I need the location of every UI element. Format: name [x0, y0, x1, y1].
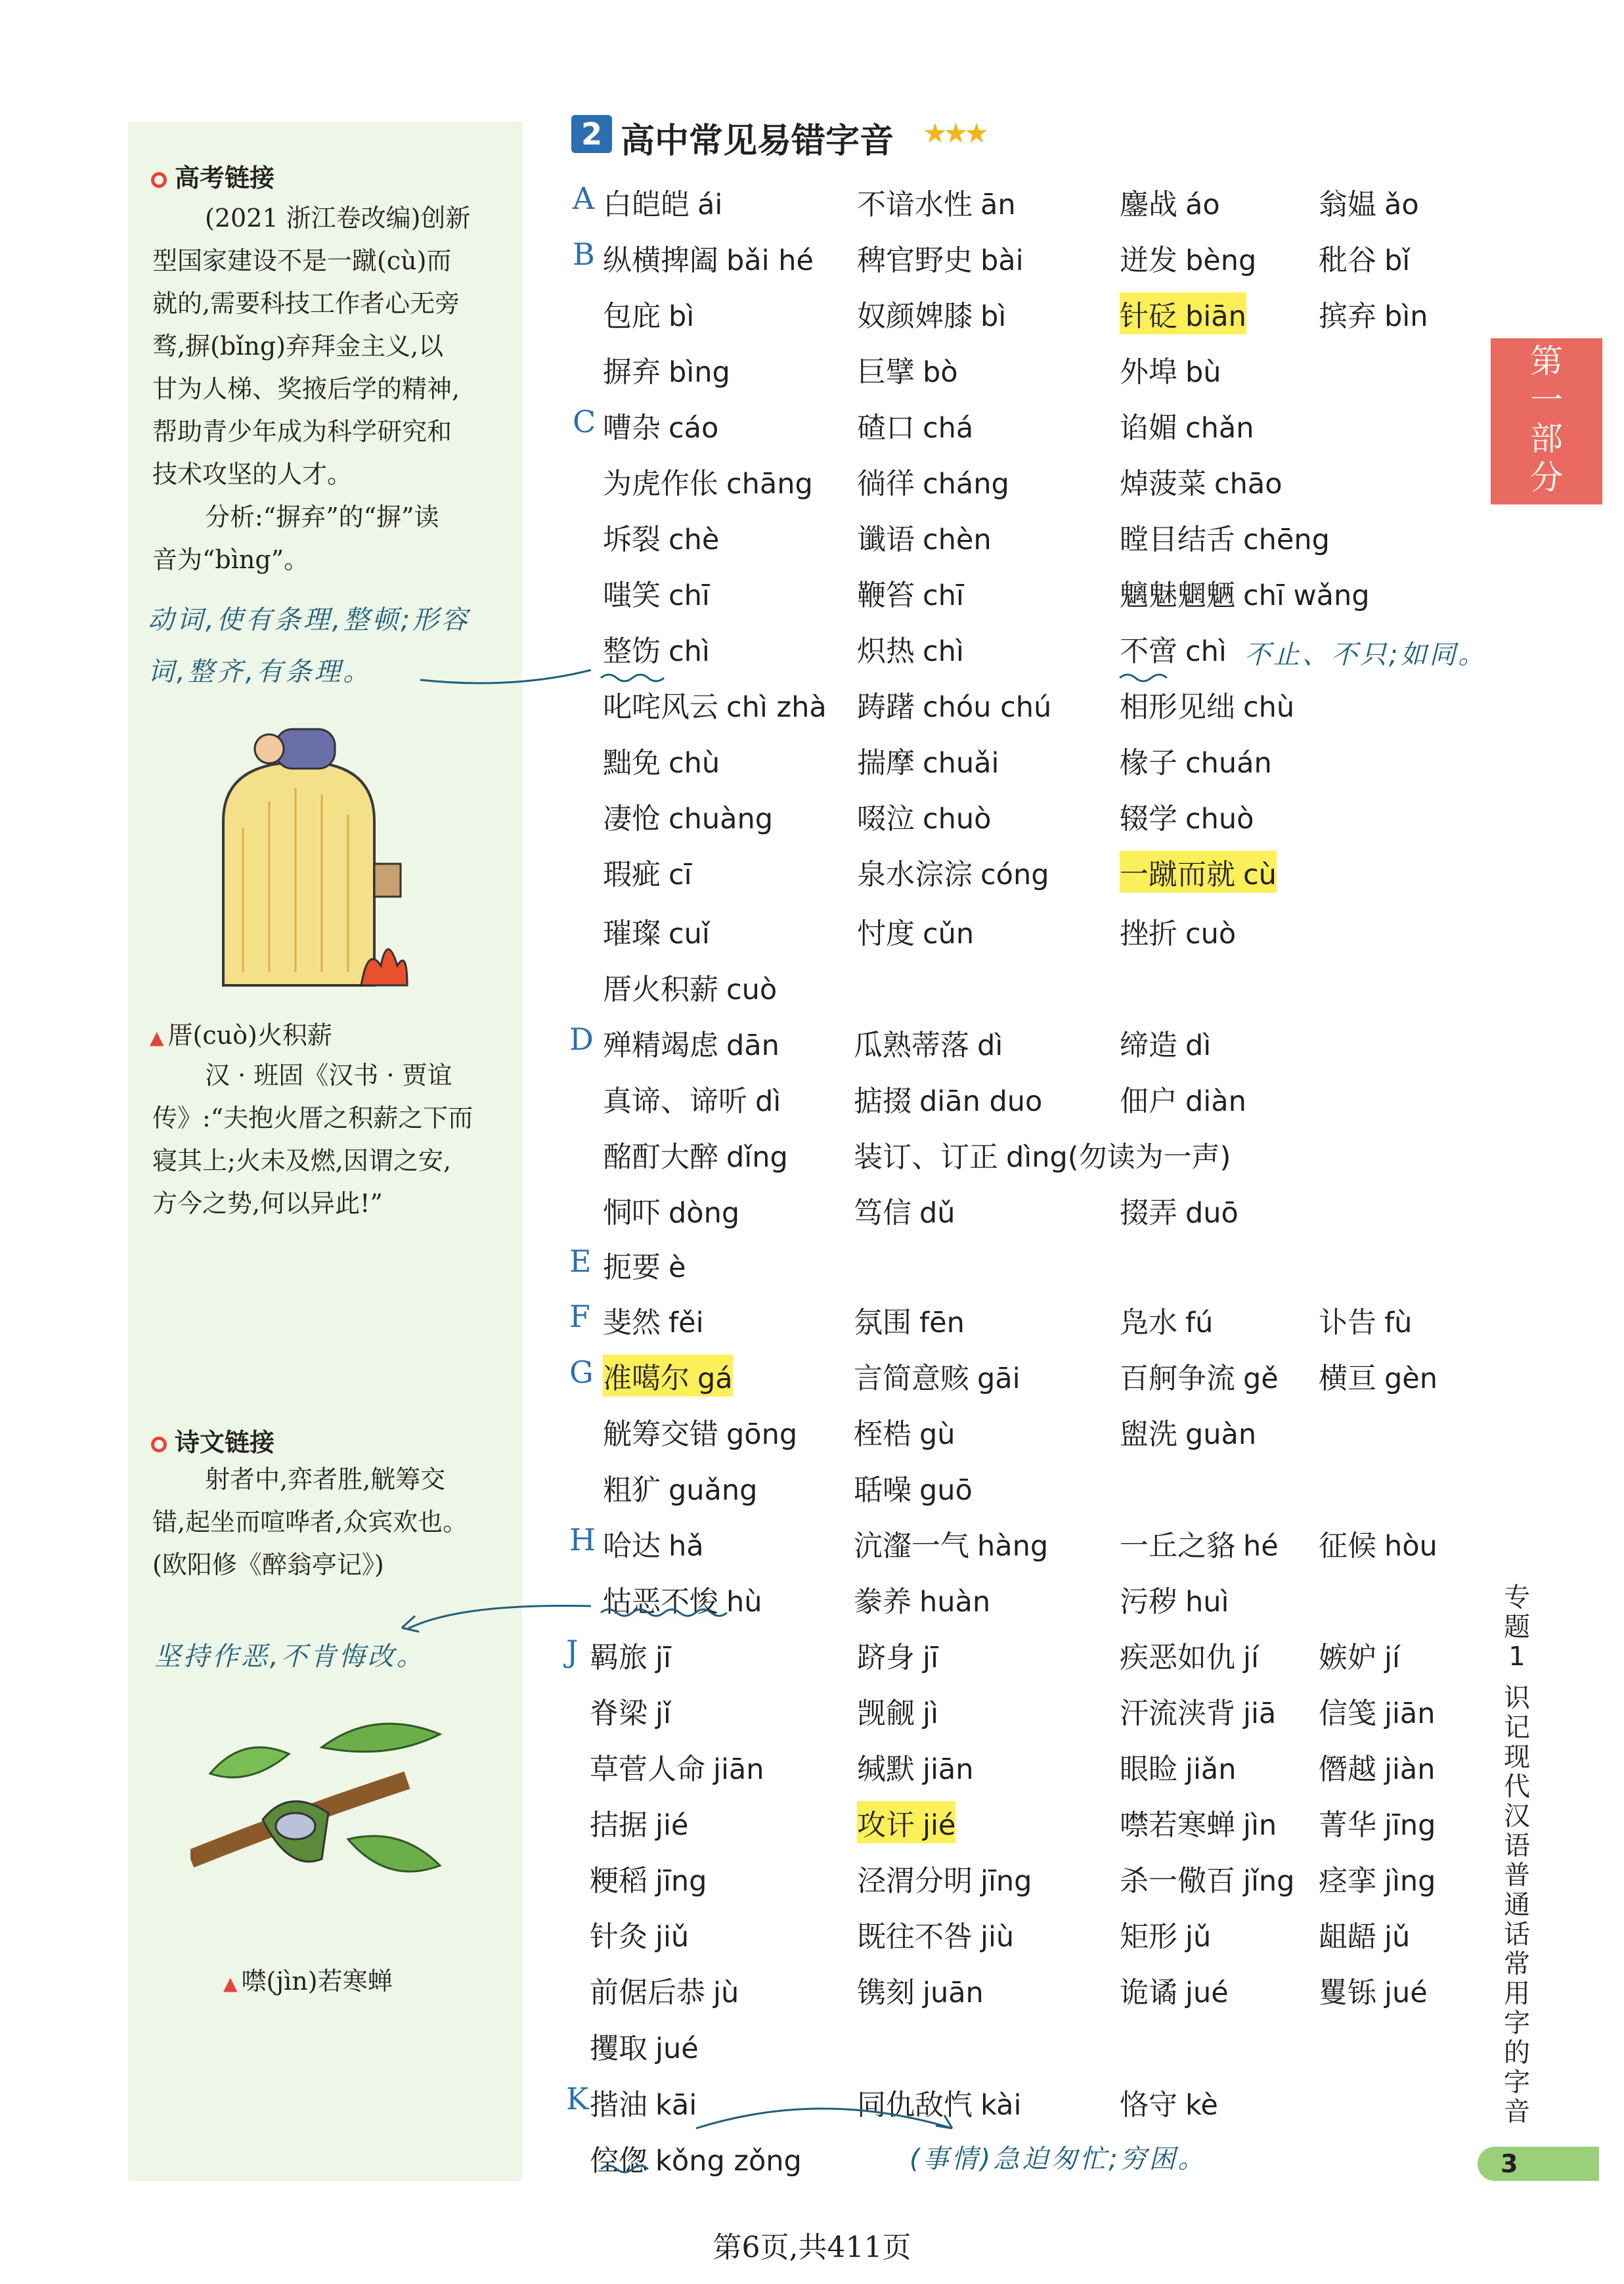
entry-word: 鏖战	[1120, 188, 1177, 221]
entry-word: 噤若寒蝉	[1120, 1808, 1235, 1842]
entry-word: 沆瀣一气	[854, 1529, 969, 1563]
entry-pinyin: dì	[1185, 1029, 1212, 1062]
vertical-title-char: 话	[1504, 1919, 1530, 1950]
entry-pinyin: huàn	[919, 1586, 991, 1619]
text-line: 方今之势,何以异此!”	[152, 1189, 383, 1218]
entry-word: 整饬	[603, 635, 661, 668]
vertical-title-char: 题	[1504, 1612, 1530, 1642]
wavy-underline	[1120, 675, 1167, 681]
entry-word: 嫉妒	[1319, 1641, 1376, 1674]
entry-word: 脊梁	[590, 1697, 647, 1730]
entry-pinyin: jí	[1243, 1642, 1259, 1674]
entry-pinyin: chī	[923, 579, 964, 612]
entry-word: 巨擘	[857, 355, 915, 389]
entry-word: 粗犷	[603, 1473, 661, 1507]
entry-word: 徜徉	[857, 467, 915, 501]
wavy-underline	[601, 1609, 727, 1616]
entry-pinyin: guō	[919, 1474, 973, 1507]
entry-pinyin: cóng	[980, 859, 1049, 891]
entry-word: 聒噪	[854, 1473, 911, 1507]
entry-word: 桎梏	[854, 1418, 911, 1451]
entry-word: 真谛、谛听	[603, 1085, 747, 1118]
arrow-head	[936, 2115, 952, 2128]
entry-word: 氛围	[854, 1306, 911, 1339]
entry-pinyin: dì	[755, 1085, 781, 1118]
entry-word: 不谙水性	[857, 188, 973, 221]
caption-cuo-huo-ji-xin: ▲ 厝(cuò)火积薪	[150, 1021, 332, 1050]
entry-word: 攻讦	[857, 1808, 915, 1842]
entry-word: 针灸	[590, 1920, 647, 1954]
entry-word: 椽子	[1120, 746, 1177, 780]
entry-pinyin: dìng(勿读为一声)	[1006, 1141, 1231, 1174]
entry-pinyin: dǐng	[726, 1141, 788, 1174]
entry-pinyin: fù	[1384, 1307, 1413, 1339]
wavy-underline	[601, 2166, 648, 2172]
entry-pinyin: chì zhà	[726, 691, 827, 724]
letter-g: G	[569, 1355, 594, 1390]
entry-pinyin: bì	[669, 300, 695, 333]
arrow-kongzong-note	[696, 2109, 952, 2128]
entry-pinyin: cuò	[1185, 918, 1237, 951]
entry-word: 缔造	[1120, 1029, 1177, 1062]
entry-word: 外埠	[1120, 355, 1177, 389]
entry-pinyin: fú	[1185, 1307, 1214, 1339]
entry-word: 粳稻	[590, 1864, 647, 1898]
text-line: 错,起坐而喧哗者,众宾欢也。	[152, 1508, 468, 1536]
entry-word: 信笺	[1319, 1697, 1376, 1730]
entry-word: 百舸争流	[1120, 1362, 1235, 1395]
entry-word: 言简意赅	[854, 1362, 969, 1395]
entry-pinyin: jīng	[655, 1865, 707, 1898]
entry-word: 黜免	[603, 746, 661, 780]
entry-word: 盥洗	[1120, 1418, 1177, 1451]
poem-heading: 诗文链接	[151, 1422, 274, 1458]
arrow-hu-note	[407, 1605, 591, 1629]
entry-pinyin: diàn	[1185, 1085, 1246, 1118]
entry-word: 龃龉	[1319, 1920, 1376, 1954]
entry-pinyin: jì	[923, 1697, 938, 1730]
entry-pinyin: cuò	[726, 974, 778, 1006]
text-line: 寝其上;火未及燃,因谓之安,	[152, 1146, 451, 1175]
arrow-head	[402, 1616, 419, 1632]
entry-word: 倥偬	[590, 2144, 647, 2178]
entry-pinyin: fēn	[919, 1307, 965, 1339]
entry-word: 掇弄	[1120, 1196, 1177, 1230]
entry-word: 鞭笞	[857, 579, 915, 612]
entry-pinyin: bèng	[1185, 244, 1257, 277]
text-line: 分析:“摒弃”的“摒”读	[205, 503, 439, 531]
vertical-title-char: 汉	[1504, 1801, 1530, 1831]
entry-pinyin: kài	[980, 2089, 1022, 2122]
entry-pinyin: hù	[726, 1586, 762, 1619]
entry-pinyin: jīng	[1384, 1809, 1436, 1842]
entry-word: 焯菠菜	[1120, 467, 1206, 501]
entry-word: 摒弃	[603, 355, 661, 389]
entry-pinyin: cù	[1243, 859, 1277, 891]
entry-pinyin: kǒng zǒng	[655, 2145, 802, 2178]
entry-pinyin: dòng	[669, 1197, 740, 1230]
entry-pinyin: ān	[980, 189, 1016, 221]
entry-word: 装订、订正	[854, 1140, 998, 1174]
vertical-title-char: 字	[1504, 2008, 1530, 2038]
entry-word: 不啻	[1120, 635, 1177, 668]
entry-pinyin: gèn	[1384, 1362, 1438, 1395]
entry-pinyin: bǐ	[1384, 244, 1411, 277]
entry-word: 草菅人命	[590, 1753, 705, 1786]
text-line: (2021 浙江卷改编)创新	[205, 204, 471, 233]
section-title: 高中常见易错字音	[621, 122, 894, 161]
text-line: 骛,摒(bǐng)弃拜金主义,以	[152, 332, 444, 361]
entry-word: 污秽	[1120, 1585, 1177, 1619]
entry-pinyin: chèn	[923, 524, 992, 556]
note-line: 词,整齐,有条理。	[148, 657, 372, 687]
entry-pinyin: fěi	[669, 1307, 704, 1339]
vertical-title-char: 音	[1504, 2097, 1530, 2127]
entry-word: 摈弃	[1319, 300, 1376, 333]
entry-word: 疾恶如仇	[1120, 1641, 1235, 1674]
entry-word: 嗤笑	[603, 579, 661, 612]
letter-e: E	[569, 1243, 592, 1279]
entry-pinyin: jù	[713, 1977, 739, 2009]
entry-word: 纵横捭阖	[603, 244, 718, 277]
letter-a: A	[573, 181, 595, 216]
entry-pinyin: gě	[1243, 1362, 1279, 1395]
entry-pinyin: chī wǎng	[1243, 579, 1370, 612]
entry-pinyin: bìng	[669, 356, 730, 389]
entry-word: 讣告	[1319, 1306, 1376, 1339]
entry-word: 前倨后恭	[590, 1976, 705, 2009]
entry-word: 炽热	[857, 635, 915, 668]
entry-word: 笃信	[854, 1196, 911, 1230]
vertical-title-char: 字	[1504, 2067, 1530, 2097]
entry-word: 觊觎	[857, 1697, 915, 1730]
entry-word: 瑕疵	[603, 858, 661, 891]
part-tab[interactable]	[1491, 338, 1602, 504]
entry-pinyin: bài	[980, 244, 1024, 277]
entry-pinyin: cuǐ	[669, 918, 710, 951]
entry-word: 揣摩	[857, 746, 915, 780]
entry-word: 眼睑	[1120, 1753, 1177, 1786]
entry-word: 为虎作伥	[603, 467, 718, 501]
entry-word: 白皑皑	[603, 188, 690, 221]
entry-word: 啜泣	[857, 802, 915, 836]
entry-pinyin: jiān	[923, 1753, 974, 1786]
entry-word: 觥筹交错	[603, 1418, 718, 1451]
vertical-title-char: 1	[1508, 1642, 1525, 1672]
entry-word: 痉挛	[1319, 1864, 1376, 1898]
entry-pinyin: guǎng	[669, 1474, 758, 1507]
entry-word: 酩酊大醉	[603, 1140, 718, 1174]
entry-word: 攫取	[590, 2032, 647, 2065]
text-line: 传》:“夫抱火厝之积薪之下而	[152, 1104, 473, 1132]
triangle-icon: ▲	[150, 1027, 164, 1048]
entry-word: 怙恶不悛	[603, 1585, 718, 1619]
entry-word: 矍铄	[1319, 1976, 1376, 2009]
entry-word: 踌躇	[857, 690, 915, 724]
entry-pinyin: cī	[669, 859, 692, 891]
entry-pinyin: chù	[1243, 691, 1295, 724]
tab-char: 第	[1530, 342, 1563, 380]
entry-pinyin: chè	[669, 524, 720, 556]
vertical-title-char: 通	[1504, 1890, 1530, 1920]
entry-word: 迸发	[1120, 244, 1177, 277]
entry-word: 拮据	[590, 1808, 647, 1842]
entry-pinyin: chù	[669, 747, 720, 780]
text-line: 射者中,弈者胜,觥筹交	[205, 1465, 446, 1494]
entry-pinyin: jué	[1185, 1977, 1229, 2009]
entry-word: 既往不咎	[857, 1920, 973, 1954]
text-line: 就的,需要科技工作者心无旁	[152, 289, 460, 318]
entry-pinyin: kè	[1185, 2089, 1218, 2122]
entry-pinyin: hòu	[1384, 1530, 1437, 1563]
entry-word: 泉水淙淙	[857, 858, 973, 891]
entry-pinyin: ǎo	[1384, 189, 1419, 221]
entry-pinyin: jiān	[1384, 1697, 1436, 1730]
entry-word: 恫吓	[603, 1196, 661, 1230]
entry-word: 揩油	[590, 2088, 647, 2122]
entry-pinyin: cháng	[923, 468, 1009, 501]
entry-pinyin: gù	[919, 1418, 955, 1451]
entry-pinyin: hàng	[977, 1530, 1049, 1563]
entry-word: 坼裂	[603, 523, 661, 556]
entry-word: 稗官野史	[857, 244, 973, 277]
entry-word: 跻身	[857, 1641, 915, 1674]
entry-pinyin: jìng	[1384, 1865, 1436, 1898]
letter-h: H	[569, 1522, 596, 1557]
entry-word: 缄默	[857, 1753, 915, 1786]
entry-word: 谶语	[857, 523, 915, 556]
entry-word: 碴口	[857, 411, 915, 445]
entry-word: 一丘之貉	[1120, 1529, 1235, 1563]
handwritten-note-buchi: 不止、不只;如同。	[1244, 640, 1487, 670]
entry-pinyin: jǔ	[1384, 1921, 1411, 1954]
vertical-title-char: 识	[1504, 1683, 1530, 1713]
entry-word: 叱咤风云	[603, 690, 718, 724]
entry-pinyin: chì	[669, 635, 710, 668]
entry-word: 菁华	[1319, 1808, 1376, 1842]
wavy-underline	[601, 675, 664, 681]
entry-pinyin: huì	[1185, 1586, 1229, 1619]
entry-pinyin: jiù	[980, 1921, 1015, 1954]
entry-pinyin: dān	[726, 1029, 779, 1062]
letter-k: K	[566, 2081, 589, 2116]
entry-pinyin: bìn	[1384, 300, 1428, 333]
entry-pinyin: jiàn	[1384, 1753, 1436, 1786]
entry-pinyin: chuán	[1185, 747, 1272, 780]
entry-word: 斐然	[603, 1306, 661, 1339]
entry-word: 同仇敌忾	[857, 2088, 973, 2122]
letter-d: D	[569, 1021, 594, 1057]
entry-word: 忖度	[857, 917, 915, 951]
triangle-icon: ▲	[223, 1973, 238, 1994]
entry-word: 镌刻	[857, 1976, 915, 2009]
gaokao-heading: 高考链接	[151, 158, 274, 194]
letter-j: J	[566, 1634, 579, 1669]
text-line: 汉 · 班固《汉书 · 贾谊	[205, 1061, 452, 1090]
entry-word: 矩形	[1120, 1920, 1177, 1954]
entry-pinyin: jié	[923, 1809, 956, 1842]
entry-word: 扼要	[603, 1251, 661, 1284]
entry-word: 羁旅	[590, 1641, 647, 1674]
entry-pinyin: è	[669, 1251, 686, 1284]
entry-word: 璀璨	[603, 917, 661, 951]
entry-word: 杀一儆百	[1120, 1864, 1235, 1898]
entry-pinyin: jué	[655, 2032, 699, 2065]
entry-word: 僭越	[1319, 1753, 1376, 1786]
entry-word: 厝火积薪	[603, 973, 718, 1006]
vertical-title-char: 普	[1504, 1860, 1530, 1891]
entry-pinyin: jiān	[713, 1753, 764, 1786]
handwritten-note-hu: 坚持作恶,不肯悔改。	[154, 1642, 426, 1672]
letter-c: C	[573, 404, 596, 439]
entry-word: 掂掇	[854, 1085, 911, 1118]
vertical-title-char: 语	[1504, 1831, 1530, 1861]
entry-pinyin: chóu chú	[923, 691, 1052, 724]
entry-word: 辍学	[1120, 802, 1177, 836]
entry-pinyin: jué	[1384, 1977, 1428, 2009]
entry-pinyin: chuò	[923, 803, 992, 836]
entry-pinyin: jìn	[1243, 1809, 1277, 1842]
tab-char: 一	[1530, 381, 1563, 419]
entry-word: 翁媪	[1319, 188, 1376, 221]
letter-b: B	[573, 236, 595, 272]
entry-pinyin: chēng	[1243, 524, 1330, 556]
entry-word: 针砭	[1120, 300, 1177, 333]
entry-word: 横亘	[1319, 1362, 1376, 1395]
entry-word: 嘈杂	[603, 411, 661, 445]
entry-pinyin: chāo	[1214, 468, 1283, 501]
entry-word: 秕谷	[1319, 244, 1376, 277]
text-line: (欧阳修《醉翁亭记》)	[152, 1550, 384, 1579]
tab-char: 部	[1530, 420, 1563, 458]
entry-pinyin: ái	[697, 189, 723, 221]
entry-pinyin: gá	[697, 1362, 733, 1395]
entry-word: 相形见绌	[1120, 690, 1235, 724]
entry-pinyin: jiǎn	[1185, 1753, 1237, 1786]
vertical-title-char: 代	[1504, 1772, 1530, 1802]
entry-pinyin: biān	[1185, 300, 1246, 333]
entry-pinyin: chì	[923, 635, 964, 668]
vertical-chapter-title	[1491, 1583, 1543, 2127]
vertical-title-char: 现	[1504, 1742, 1530, 1772]
entry-pinyin: bì	[980, 300, 1007, 333]
entry-pinyin: juān	[923, 1977, 984, 2009]
entry-word: 泾渭分明	[857, 1864, 973, 1898]
text-line: 帮助青少年成为科学研究和	[152, 417, 452, 446]
entry-pinyin: dǔ	[919, 1197, 955, 1230]
section-number: 2	[571, 115, 612, 153]
arrow-bing-note	[420, 670, 591, 683]
entry-pinyin: jī	[655, 1642, 671, 1674]
entry-pinyin: jiā	[1243, 1697, 1277, 1730]
entry-pinyin: guàn	[1185, 1418, 1257, 1451]
entry-pinyin: dì	[977, 1029, 1003, 1062]
entry-word: 征候	[1319, 1529, 1376, 1563]
entry-pinyin: jié	[655, 1809, 689, 1842]
entry-word: 瞠目结舌	[1120, 523, 1235, 556]
text-line: 型国家建设不是一蹴(cù)而	[152, 246, 452, 275]
entry-pinyin: cǔn	[923, 918, 975, 951]
entry-pinyin: chuǎi	[923, 747, 999, 780]
page-number-badge: 3	[1478, 2147, 1599, 2181]
text-line: 音为“bìng”。	[152, 545, 309, 574]
entry-pinyin: jī	[923, 1642, 938, 1674]
entry-pinyin: jiǔ	[655, 1921, 690, 1954]
entry-pinyin: jīng	[980, 1865, 1032, 1898]
entry-word: 准噶尔	[603, 1362, 690, 1395]
entry-pinyin: chuò	[1185, 803, 1254, 836]
handwritten-note-kongzong: (事情)急迫匆忙;穷困。	[910, 2144, 1207, 2174]
entry-pinyin: jí	[1384, 1642, 1400, 1674]
entry-pinyin: chì	[1185, 635, 1227, 668]
entry-pinyin: duō	[1185, 1197, 1239, 1230]
entry-pinyin: jǐng	[1243, 1865, 1295, 1898]
entry-word: 瓜熟蒂落	[854, 1029, 969, 1062]
tab-char: 分	[1530, 459, 1563, 497]
entry-pinyin: hǎ	[669, 1530, 704, 1563]
entry-pinyin: chī	[669, 579, 710, 612]
vertical-title-char: 记	[1504, 1713, 1530, 1743]
entry-pinyin: hé	[1243, 1530, 1279, 1563]
text-line: 甘为人梯、奖掖后学的精神,	[152, 374, 460, 403]
vertical-title-char: 常	[1504, 1949, 1530, 1979]
entry-pinyin: chá	[923, 412, 974, 445]
entry-pinyin: gōng	[726, 1418, 798, 1451]
entry-pinyin: gāi	[977, 1362, 1020, 1395]
entry-pinyin: chǎn	[1185, 412, 1254, 445]
vertical-title-char: 用	[1504, 1979, 1530, 2009]
entry-pinyin: bǎi hé	[726, 244, 814, 277]
vertical-title-char: 的	[1504, 2038, 1530, 2068]
page-footer: 第6页,共411页	[713, 2231, 911, 2264]
entry-pinyin: áo	[1185, 189, 1220, 221]
entry-word: 佃户	[1120, 1085, 1177, 1118]
caption-jin-ruo-han-chan: ▲ 噤(jìn)若寒蝉	[223, 1967, 393, 1996]
entry-word: 魑魅魍魉	[1120, 579, 1235, 612]
entry-word: 谄媚	[1120, 411, 1177, 445]
entry-pinyin: cáo	[669, 412, 719, 445]
entry-word: 殚精竭虑	[603, 1029, 718, 1062]
difficulty-stars: ★★★	[923, 117, 985, 149]
entry-pinyin: diān duo	[919, 1085, 1043, 1118]
entry-pinyin: jǐ	[655, 1697, 671, 1730]
text-line: 技术攻坚的人才。	[152, 460, 353, 489]
letter-f: F	[569, 1299, 590, 1334]
entry-pinyin: jǔ	[1185, 1921, 1212, 1954]
entry-word: 挫折	[1120, 917, 1177, 951]
entry-word: 哈达	[603, 1529, 661, 1563]
entry-word: 凄怆	[603, 802, 661, 836]
entry-word: 诡谲	[1120, 1976, 1177, 2009]
entry-pinyin: kāi	[655, 2089, 697, 2122]
entry-pinyin: chāng	[726, 468, 813, 501]
entry-word: 凫水	[1120, 1306, 1177, 1339]
entry-word: 汗流浃背	[1120, 1697, 1235, 1730]
vertical-title-char: 专	[1504, 1582, 1530, 1613]
note-line: 动词,使有条理,整顿;形容	[148, 605, 470, 635]
entry-pinyin: bò	[923, 356, 958, 389]
entry-word: 豢养	[854, 1585, 911, 1619]
entry-pinyin: chuàng	[669, 803, 774, 836]
entry-word: 包庇	[603, 300, 661, 333]
entry-word: 恪守	[1120, 2088, 1177, 2122]
entry-word: 一蹴而就	[1120, 858, 1235, 891]
entry-word: 奴颜婢膝	[857, 300, 973, 333]
entry-pinyin: bù	[1185, 356, 1221, 389]
